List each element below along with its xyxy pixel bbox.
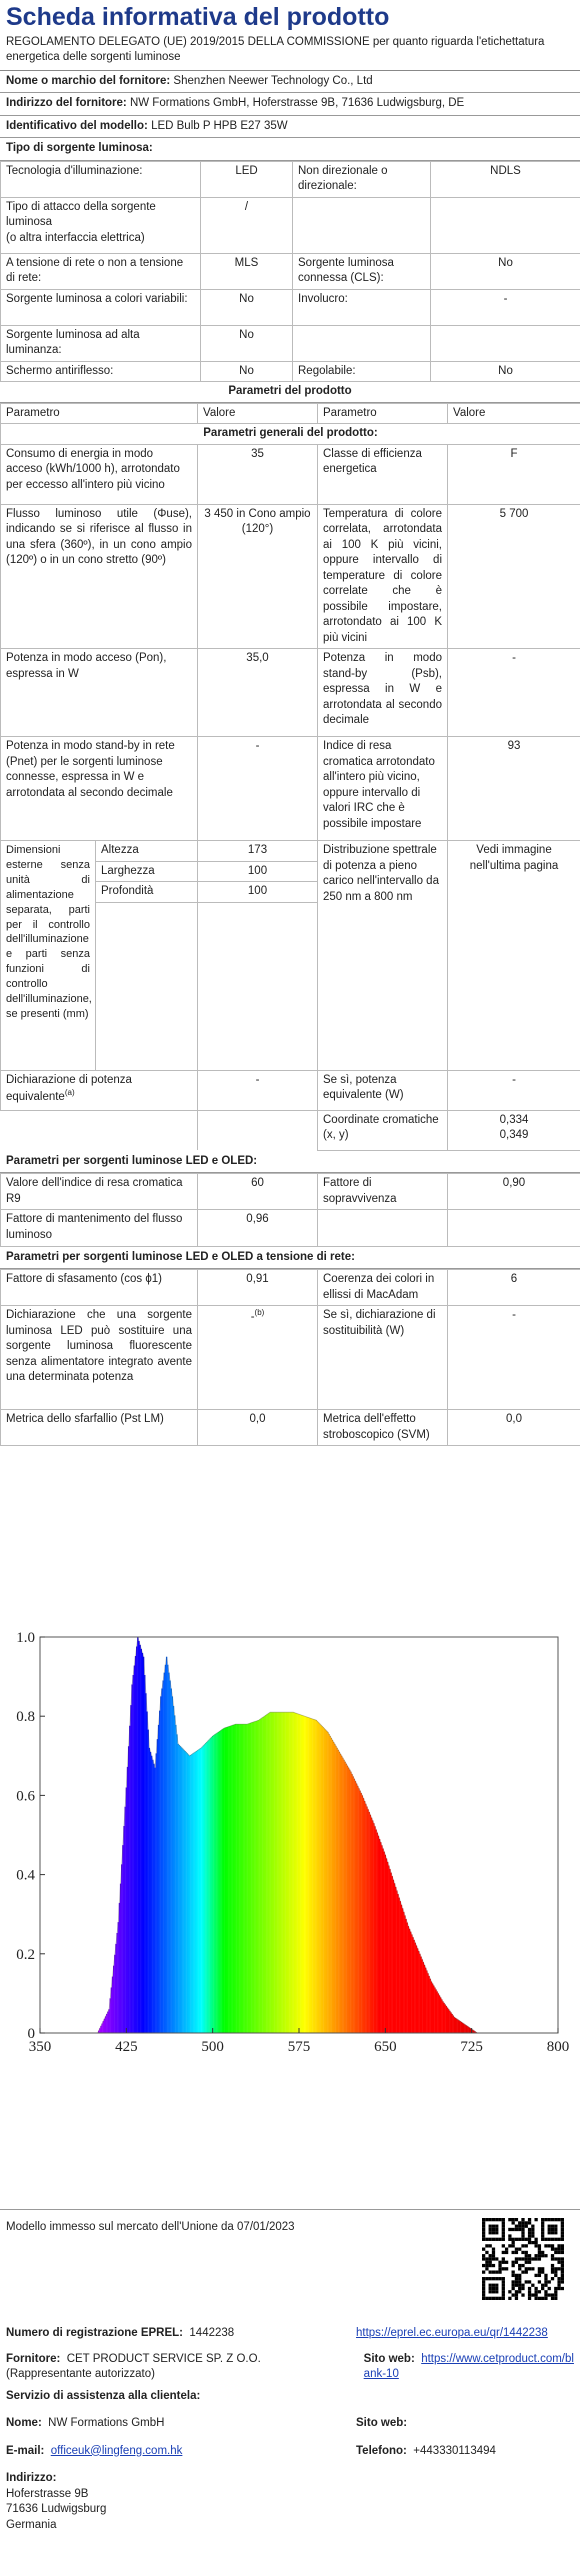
survival-value: 0,90 [448,1174,580,1210]
cls-label: Sorgente luminosa connessa (CLS): [293,253,431,289]
macadam-value: 6 [448,1270,580,1306]
type-table [0,161,580,383]
on-mode-power-label: Potenza in modo acceso (Pon), espressa in W [1,649,198,737]
x-tick-label: 350 [29,2039,52,2055]
r9-value: 60 [198,1174,318,1210]
high-luminance-label: Sorgente luminosa ad alta luminanza: [1,325,201,361]
model-id-row: Identificativo del modello: LED Bulb P HPB E27 35W [0,116,580,139]
page-title: Scheda informativa del prodotto [6,4,574,32]
mains-table [0,1269,580,1446]
dim-depth-label: Profondità [96,882,198,903]
supplier-address-row: Indirizzo del fornitore: NW Formations GmbH, Hoferstrasse 9B, 71636 Ludwigsburg, DE [0,93,580,116]
replacement-value: - [448,1306,580,1410]
service-title: Servizio di assistenza alla clientela: [6,2389,356,2405]
on-mode-power-value: 35,0 [198,649,318,737]
pst-label: Metrica dello sfarfallio (Pst LM) [1,1410,198,1446]
email-link[interactable]: officeuk@lingfeng.com.hk [51,2445,183,2457]
energy-consumption-label: Consumo di energia in modo acceso (kWh/1000 h), arrotondato per eccesso all'intero più vicino [1,444,198,504]
survival-label: Fattore di sopravvivenza [318,1174,448,1210]
y-tick-label: 1.0 [16,1630,35,1646]
power-factor-value: 0,91 [198,1270,318,1306]
chroma-label: Coordinate cromatiche (x, y) [318,1110,448,1150]
fluorescent-replace-value: -$^{(b)}$ [198,1306,318,1410]
dim-height-label: Altezza [96,841,198,862]
qr-code-icon[interactable] [482,2218,564,2300]
pst-value: 0,0 [198,1410,318,1446]
color-tunable-value: No [201,289,293,325]
network-standby-value: - [198,737,318,841]
supplier-name-row: Nome o marchio del fornitore: Shenzhen Neewer Technology Co., Ltd [0,71,580,94]
led-section-title: Parametri per sorgenti luminose LED e OLED: [0,1151,580,1174]
network-standby-label: Potenza in modo stand-by in rete (Pnet) per le sorgenti luminose connesse, espressa in W e arrotondata al secondo decimale [1,737,198,841]
service-name-row: Nome: NW Formations GmbH [6,2416,356,2432]
x-tick-label: 425 [115,2039,138,2055]
y-tick-label: 0 [28,2026,36,2042]
equiv-power-label: Dichiarazione di potenza equivalente$^{(a)}$ [1,1070,198,1110]
dimmable-value: No [431,361,580,382]
x-tick-label: 800 [547,2039,570,2055]
x-tick-label: 725 [460,2039,483,2055]
regulation-text: REGOLAMENTO DELEGATO (UE) 2019/2015 DELLA COMMISSIONE per quanto riguarda l'etichettatura energetica delle sorgenti luminose [6,35,574,66]
efficiency-class-label: Classe di efficienza energetica [318,444,448,504]
energy-consumption-value: 35 [198,444,318,504]
spectral-chart-svg [0,1619,580,2059]
col-header-param-2: Parametro [318,403,448,424]
y-tick-label: 0.4 [16,1868,35,1884]
eprel-row: Numero di registrazione EPREL: 1442238 [6,2326,356,2342]
col-header-param-1: Parametro [1,403,198,424]
dim-width-value: 100 [198,861,318,882]
address-block: Indirizzo: Hoferstrasse 9B 71636 Ludwigsburg Germania [6,2471,356,2533]
general-params-title: Parametri generali del prodotto: [1,424,580,445]
supplier-row: Fornitore: CET PRODUCT SERVICE SP. Z O.O. (Rappresentante autorizzato) [6,2352,364,2383]
params-title: Parametri del prodotto [0,382,580,403]
dimmable-label: Regolabile: [293,361,431,382]
dim-width-label: Larghezza [96,861,198,882]
macadam-label: Coerenza dei colori in ellissi di MacAdam [318,1270,448,1306]
dim-depth-value: 100 [198,882,318,903]
cap-value: / [201,197,293,253]
dimensions-label: Dimensioni esterne senza unità di alimentazione separata, parti per il controllo dell'illuminazione e parti senza funzioni di controllo dell'illuminazione, se presenti (mm) [1,841,96,1071]
x-tick-label: 650 [374,2039,397,2055]
r9-label: Valore dell'indice di resa cromatica R9 [1,1174,198,1210]
tech-value: LED [201,161,293,197]
cap-label: Tipo di attacco della sorgente luminosa (o altra interfaccia elettrica) [1,197,201,253]
anti-glare-label: Schermo antiriflesso: [1,361,201,382]
luminous-flux-label: Flusso luminoso utile (Φuse), indicando se si riferisce al flusso in una sfera (360º), in un cono ampio (120º) o in un cono stretto (90º) [1,504,198,649]
mains-label: A tensione di rete o non a tensione di rete: [1,253,201,289]
cct-label: Temperatura di colore correlata, arrotondata ai 100 K più vicini, oppure intervallo di temperature di colore correlate che è possibile impostare, arrotondato ai 100 K più vicini [318,504,448,649]
col-header-value-1: Valore [198,403,318,424]
cct-value: 5 700 [448,504,580,649]
directional-value: NDLS [431,161,580,197]
cls-value: No [431,253,580,289]
power-factor-label: Fattore di sfasamento (cos ϕ1) [1,1270,198,1306]
fluorescent-replace-label: Dichiarazione che una sorgente luminosa LED può sostituire una sorgente luminosa fluorescente senza alimentatore integrato avente una determinata potenza [1,1306,198,1410]
equiv-w-value: - [448,1070,580,1110]
directional-label: Non direzionale o direzionale: [293,161,431,197]
market-date: Modello immesso sul mercato dell'Unione da 07/01/2023 [6,2220,295,2236]
anti-glare-value: No [201,361,293,382]
eprel-link[interactable]: https://eprel.ec.europa.eu/qr/1442238 [356,2327,548,2339]
cri-value: 93 [448,737,580,841]
y-tick-label: 0.2 [16,1947,35,1963]
tech-label: Tecnologia d'illuminazione: [1,161,201,197]
svm-value: 0,0 [448,1410,580,1446]
standby-power-label: Potenza in modo stand-by (Psb), espressa in W e arrotondata al secondo decimale [318,649,448,737]
equiv-w-label: Se sì, potenza equivalente (W) [318,1070,448,1110]
chroma-value: 0,334 0,349 [448,1110,580,1150]
footer [0,2209,580,2533]
envelope-value: - [431,289,580,325]
mains-value: MLS [201,253,293,289]
standby-power-value: - [448,649,580,737]
spectral-label: Distribuzione spettrale di potenza a pieno carico nell'intervallo da 250 nm a 800 nm [318,841,448,1071]
replacement-label: Se sì, dichiarazione di sostituibilità (W) [318,1306,448,1410]
high-luminance-value: No [201,325,293,361]
phone-row: Telefono: +443330113494 [356,2444,574,2460]
color-tunable-label: Sorgente luminosa a colori variabili: [1,289,201,325]
supplier-website-link[interactable]: https://www.cetproduct.com/blank-10 [364,2353,574,2381]
params-table [0,403,580,1151]
cri-label: Indice di resa cromatica arrotondato all'intero più vicino, oppure intervallo di valori IRC che è possibile impostare [318,737,448,841]
col-header-value-2: Valore [448,403,580,424]
maintenance-value: 0,96 [198,1210,318,1246]
envelope-label: Involucro: [293,289,431,325]
svm-label: Metrica dell'effetto stroboscopico (SVM) [318,1410,448,1446]
maintenance-label: Fattore di mantenimento del flusso luminoso [1,1210,198,1246]
efficiency-class-value: F [448,444,580,504]
spectral-value: Vedi immagine nell'ultima pagina [448,841,580,1071]
x-tick-label: 575 [288,2039,311,2055]
email-row: E-mail: officeuk@lingfeng.com.hk [6,2444,356,2460]
service-website-row: Sito web: [356,2416,574,2432]
mains-section-title: Parametri per sorgenti luminose LED e OLED a tensione di rete: [0,1247,580,1270]
y-tick-label: 0.6 [16,1788,35,1804]
equiv-power-value: - [198,1070,318,1110]
x-tick-label: 500 [201,2039,224,2055]
type-section-title: Tipo di sorgente luminosa: [0,138,580,161]
supplier-website-row: Sito web: https://www.cetproduct.com/blank-10 [364,2352,574,2383]
led-table [0,1173,580,1246]
spectral-chart [0,1619,580,2059]
y-tick-label: 0.8 [16,1709,35,1725]
dim-height-value: 173 [198,841,318,862]
luminous-flux-value: 3 450 in Cono ampio (120°) [198,504,318,649]
